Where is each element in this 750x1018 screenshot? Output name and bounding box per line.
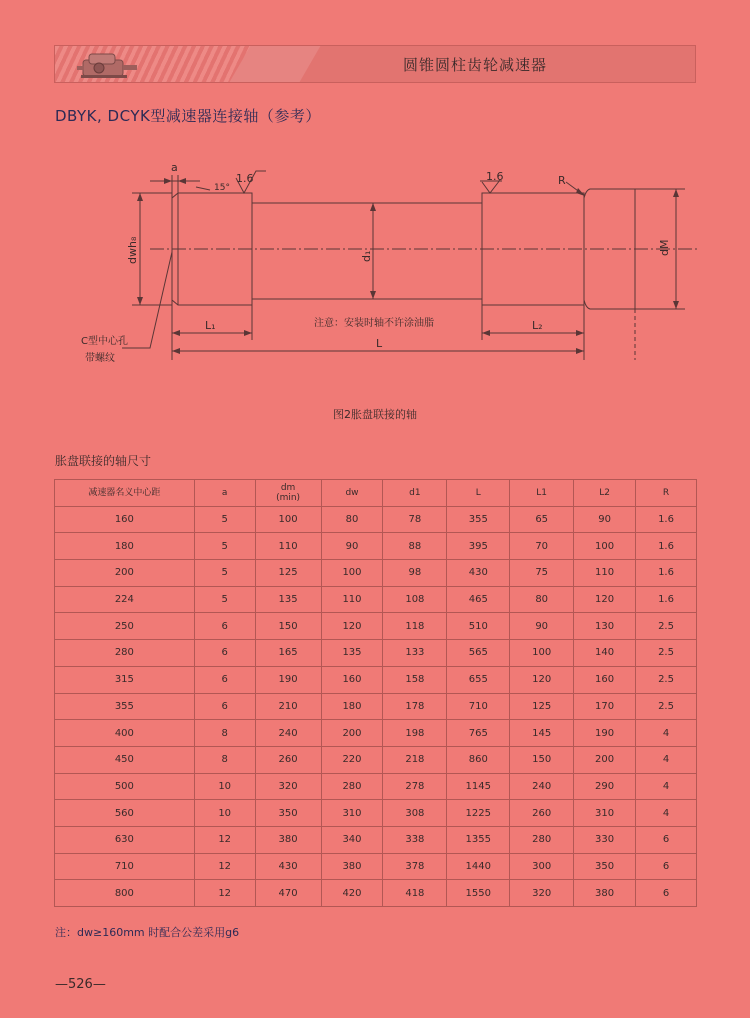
table-cell: 220 bbox=[321, 746, 383, 773]
table-cell: 10 bbox=[194, 800, 255, 827]
table-cell: 278 bbox=[383, 773, 447, 800]
table-cell: 6 bbox=[194, 693, 255, 720]
table-cell: 280 bbox=[510, 826, 574, 853]
table-cell: 2.5 bbox=[636, 666, 697, 693]
table-row bbox=[55, 506, 697, 533]
table-cell: 350 bbox=[255, 800, 321, 827]
table-cell: 395 bbox=[447, 533, 510, 560]
table-cell: 2.5 bbox=[636, 640, 697, 667]
table-cell: 5 bbox=[194, 560, 255, 587]
table-row bbox=[55, 666, 697, 693]
footnote: 注：dw≥160mm 时配合公差采用g6 bbox=[55, 926, 240, 939]
table-cell: 160 bbox=[55, 506, 195, 533]
column-header: 减速器名义中心距 bbox=[55, 480, 195, 507]
column-header: L bbox=[447, 480, 510, 507]
table-cell: 2.5 bbox=[636, 613, 697, 640]
table-cell: 470 bbox=[255, 880, 321, 907]
label-d1: d₁ bbox=[360, 250, 373, 262]
table-cell: 8 bbox=[194, 720, 255, 747]
table-cell: 80 bbox=[510, 586, 574, 613]
table-cell: 224 bbox=[55, 586, 195, 613]
table-cell: 5 bbox=[194, 533, 255, 560]
table-cell: 380 bbox=[321, 853, 383, 880]
column-header: L1 bbox=[510, 480, 574, 507]
table-cell: 88 bbox=[383, 533, 447, 560]
table-cell: 80 bbox=[321, 506, 383, 533]
table-cell: 75 bbox=[510, 560, 574, 587]
table-cell: 430 bbox=[447, 560, 510, 587]
table-cell: 6 bbox=[636, 826, 697, 853]
table-cell: 260 bbox=[255, 746, 321, 773]
table-cell: 340 bbox=[321, 826, 383, 853]
table-cell: 2.5 bbox=[636, 693, 697, 720]
label-dm: dM bbox=[658, 239, 671, 256]
table-cell: 800 bbox=[55, 880, 195, 907]
table-cell: 180 bbox=[55, 533, 195, 560]
table-row bbox=[55, 586, 697, 613]
column-header: dw bbox=[321, 480, 383, 507]
table-row bbox=[55, 746, 697, 773]
table-cell: 12 bbox=[194, 880, 255, 907]
table-cell: 315 bbox=[55, 666, 195, 693]
column-header: R bbox=[636, 480, 697, 507]
table-cell: 110 bbox=[321, 586, 383, 613]
table-cell: 180 bbox=[321, 693, 383, 720]
table-cell: 150 bbox=[255, 613, 321, 640]
table-cell: 418 bbox=[383, 880, 447, 907]
table-cell: 510 bbox=[447, 613, 510, 640]
table-cell: 90 bbox=[574, 506, 636, 533]
table-cell: 355 bbox=[447, 506, 510, 533]
table-row bbox=[55, 826, 697, 853]
table-cell: 260 bbox=[510, 800, 574, 827]
table-row bbox=[55, 560, 697, 587]
table-cell: 300 bbox=[510, 853, 574, 880]
label-l2: L₂ bbox=[532, 319, 543, 332]
column-header: L2 bbox=[574, 480, 636, 507]
table-cell: 765 bbox=[447, 720, 510, 747]
table-cell: 4 bbox=[636, 773, 697, 800]
table-cell: 1.6 bbox=[636, 586, 697, 613]
table-cell: 6 bbox=[636, 853, 697, 880]
figure-caption: 图2胀盘联接的轴 bbox=[333, 408, 417, 421]
table-cell: 70 bbox=[510, 533, 574, 560]
table-row bbox=[55, 720, 697, 747]
table-cell: 6 bbox=[194, 613, 255, 640]
table-cell: 565 bbox=[447, 640, 510, 667]
table-cell: 630 bbox=[55, 826, 195, 853]
table-cell: 1.6 bbox=[636, 560, 697, 587]
table-row bbox=[55, 640, 697, 667]
table-row bbox=[55, 613, 697, 640]
table-cell: 178 bbox=[383, 693, 447, 720]
table-cell: 310 bbox=[574, 800, 636, 827]
table-cell: 465 bbox=[447, 586, 510, 613]
table-cell: 90 bbox=[510, 613, 574, 640]
table-cell: 430 bbox=[255, 853, 321, 880]
shaft-drawing bbox=[0, 0, 750, 400]
table-cell: 310 bbox=[321, 800, 383, 827]
table-cell: 1225 bbox=[447, 800, 510, 827]
table-cell: 655 bbox=[447, 666, 510, 693]
section-title: DBYK, DCYK型减速器连接轴（参考） bbox=[55, 107, 321, 125]
table-cell: 118 bbox=[383, 613, 447, 640]
table-cell: 1.6 bbox=[636, 533, 697, 560]
table-cell: 308 bbox=[383, 800, 447, 827]
table-cell: 338 bbox=[383, 826, 447, 853]
table-cell: 100 bbox=[255, 506, 321, 533]
table-cell: 710 bbox=[55, 853, 195, 880]
table-cell: 160 bbox=[574, 666, 636, 693]
table-cell: 6 bbox=[194, 640, 255, 667]
column-header: a bbox=[194, 480, 255, 507]
table-cell: 65 bbox=[510, 506, 574, 533]
table-title: 胀盘联接的轴尺寸 bbox=[55, 454, 152, 468]
table-cell: 135 bbox=[255, 586, 321, 613]
table-cell: 4 bbox=[636, 720, 697, 747]
label-roughness-right: 1.6 bbox=[486, 170, 504, 183]
table-cell: 380 bbox=[255, 826, 321, 853]
table-cell: 100 bbox=[574, 533, 636, 560]
table-cell: 560 bbox=[55, 800, 195, 827]
table-cell: 240 bbox=[510, 773, 574, 800]
table-cell: 280 bbox=[321, 773, 383, 800]
column-header: d1 bbox=[383, 480, 447, 507]
table-cell: 12 bbox=[194, 826, 255, 853]
table-cell: 380 bbox=[574, 880, 636, 907]
table-cell: 1.6 bbox=[636, 506, 697, 533]
table-cell: 1355 bbox=[447, 826, 510, 853]
table-cell: 378 bbox=[383, 853, 447, 880]
table-cell: 190 bbox=[255, 666, 321, 693]
table-cell: 1550 bbox=[447, 880, 510, 907]
table-row bbox=[55, 800, 697, 827]
table-cell: 125 bbox=[510, 693, 574, 720]
table-cell: 120 bbox=[510, 666, 574, 693]
label-r: R bbox=[558, 174, 566, 187]
table-cell: 210 bbox=[255, 693, 321, 720]
table-cell: 1145 bbox=[447, 773, 510, 800]
table-cell: 110 bbox=[574, 560, 636, 587]
table-cell: 5 bbox=[194, 506, 255, 533]
table-cell: 10 bbox=[194, 773, 255, 800]
table-cell: 218 bbox=[383, 746, 447, 773]
table-cell: 78 bbox=[383, 506, 447, 533]
table-cell: 6 bbox=[194, 666, 255, 693]
angle-leader bbox=[196, 187, 210, 190]
table-cell: 130 bbox=[574, 613, 636, 640]
table-cell: 500 bbox=[55, 773, 195, 800]
table-cell: 860 bbox=[447, 746, 510, 773]
table-cell: 190 bbox=[574, 720, 636, 747]
table-row bbox=[55, 533, 697, 560]
label-center-hole-1: C型中心孔 bbox=[81, 336, 128, 347]
table-cell: 150 bbox=[510, 746, 574, 773]
table-cell: 100 bbox=[321, 560, 383, 587]
table-cell: 200 bbox=[574, 746, 636, 773]
table-cell: 280 bbox=[55, 640, 195, 667]
label-center-hole-2: 带螺纹 bbox=[85, 353, 115, 364]
table-cell: 110 bbox=[255, 533, 321, 560]
table-cell: 160 bbox=[321, 666, 383, 693]
table-cell: 125 bbox=[255, 560, 321, 587]
page-number: —526— bbox=[55, 977, 106, 992]
table-cell: 6 bbox=[636, 880, 697, 907]
table-cell: 100 bbox=[510, 640, 574, 667]
table-cell: 290 bbox=[574, 773, 636, 800]
label-l1: L₁ bbox=[205, 319, 216, 332]
table-cell: 120 bbox=[321, 613, 383, 640]
table-cell: 4 bbox=[636, 746, 697, 773]
center-hole-leader bbox=[122, 252, 172, 348]
table-cell: 350 bbox=[574, 853, 636, 880]
table-cell: 170 bbox=[574, 693, 636, 720]
table-row bbox=[55, 693, 697, 720]
table-cell: 240 bbox=[255, 720, 321, 747]
table-cell: 8 bbox=[194, 746, 255, 773]
table-row bbox=[55, 880, 697, 907]
table-cell: 400 bbox=[55, 720, 195, 747]
table-header-row bbox=[55, 480, 697, 507]
table-cell: 320 bbox=[255, 773, 321, 800]
label-dwh: dwh₈ bbox=[126, 236, 139, 264]
table-cell: 133 bbox=[383, 640, 447, 667]
table-cell: 135 bbox=[321, 640, 383, 667]
dimensions-table bbox=[54, 479, 697, 907]
label-l: L bbox=[376, 337, 383, 350]
table-cell: 4 bbox=[636, 800, 697, 827]
header-title: 圆锥圆柱齿轮减速器 bbox=[402, 56, 547, 74]
table-cell: 158 bbox=[383, 666, 447, 693]
table-cell: 450 bbox=[55, 746, 195, 773]
label-note: 注意：安装时轴不许涂油脂 bbox=[314, 318, 434, 329]
table-cell: 120 bbox=[574, 586, 636, 613]
table-cell: 198 bbox=[383, 720, 447, 747]
table-cell: 320 bbox=[510, 880, 574, 907]
table-cell: 355 bbox=[55, 693, 195, 720]
table-cell: 710 bbox=[447, 693, 510, 720]
table-cell: 5 bbox=[194, 586, 255, 613]
table-row bbox=[55, 773, 697, 800]
table-cell: 145 bbox=[510, 720, 574, 747]
table-cell: 98 bbox=[383, 560, 447, 587]
table-cell: 1440 bbox=[447, 853, 510, 880]
table-row bbox=[55, 853, 697, 880]
table-cell: 330 bbox=[574, 826, 636, 853]
table-cell: 108 bbox=[383, 586, 447, 613]
table-cell: 250 bbox=[55, 613, 195, 640]
label-roughness-left: 1.6 bbox=[236, 172, 254, 185]
column-header: dm (min) bbox=[255, 480, 321, 507]
table-cell: 200 bbox=[321, 720, 383, 747]
table-cell: 140 bbox=[574, 640, 636, 667]
table-cell: 420 bbox=[321, 880, 383, 907]
table-cell: 90 bbox=[321, 533, 383, 560]
table-cell: 12 bbox=[194, 853, 255, 880]
label-a: a bbox=[171, 161, 178, 174]
table-cell: 200 bbox=[55, 560, 195, 587]
label-angle: 15° bbox=[214, 183, 230, 193]
table-cell: 165 bbox=[255, 640, 321, 667]
